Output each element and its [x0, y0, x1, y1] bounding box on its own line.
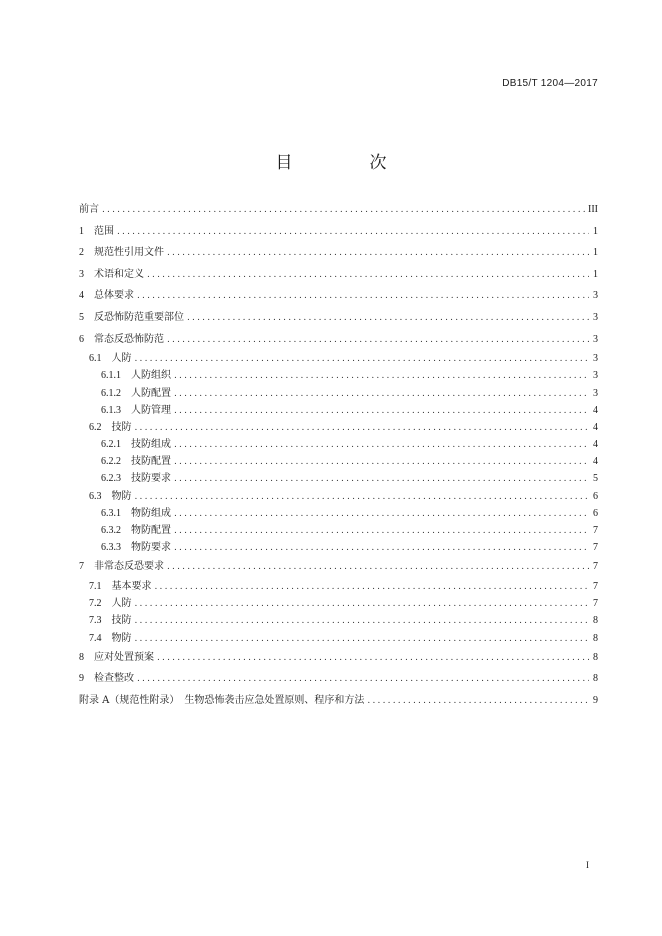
toc-leader-dots: [135, 613, 590, 630]
toc-entry-number: 6.1.2: [101, 387, 121, 399]
toc-entry[interactable]: [79, 350, 598, 367]
toc-entry[interactable]: [79, 242, 598, 264]
toc-entry-number: 6.2: [89, 421, 102, 433]
toc-entry-number: 1: [79, 225, 84, 237]
page-number: I: [586, 860, 589, 870]
toc-entry[interactable]: [79, 367, 598, 384]
toc-entry-label: 规范性引用文件: [94, 247, 164, 259]
toc-entry-label: 技防配置: [131, 456, 171, 468]
toc-entry-label: 常态反恐怖防范: [94, 333, 164, 345]
toc-entry-page: 8: [593, 651, 598, 663]
toc-leader-dots: [367, 691, 589, 713]
toc-entry-page: 7: [593, 581, 598, 592]
toc-entry-page: 1: [593, 268, 598, 280]
toc-entry-number: 6.3.3: [101, 542, 121, 554]
toc-leader-dots: [174, 540, 589, 557]
toc-entry-page: 7: [593, 561, 598, 573]
toc-leader-dots: [117, 222, 589, 244]
toc-entry-page: 3: [593, 370, 598, 382]
toc-entry-number: 7.4: [89, 632, 102, 644]
toc-entry-page: 4: [593, 439, 598, 451]
toc-entry[interactable]: [79, 668, 598, 690]
toc-leader-dots: [135, 489, 590, 506]
toc-entry[interactable]: [79, 647, 598, 669]
toc-entry-page: 9: [593, 694, 598, 706]
toc-leader-dots: [137, 669, 589, 691]
toc-entry-label: 术语和定义: [94, 268, 144, 280]
toc-entry-number: 7.2: [89, 598, 102, 610]
toc-entry-page: 4: [593, 404, 598, 416]
toc-entry[interactable]: [79, 539, 598, 556]
toc-entry[interactable]: [79, 612, 598, 629]
table-of-contents: [79, 199, 598, 712]
toc-entry[interactable]: [79, 402, 598, 419]
toc-entry-page: 5: [593, 473, 598, 485]
toc-entry-page: 1: [593, 225, 598, 237]
toc-entry[interactable]: [79, 630, 598, 647]
toc-entry-page: 8: [593, 615, 598, 627]
toc-entry-label: 人防配置: [131, 387, 171, 399]
toc-leader-dots: [174, 454, 589, 471]
toc-entry-page: 7: [593, 542, 598, 554]
toc-entry-page: 6: [593, 507, 598, 519]
toc-entry[interactable]: [79, 556, 598, 578]
toc-leader-dots: [167, 557, 589, 579]
toc-entry-label: 技防: [111, 615, 132, 627]
toc-entry-number: 6.2.2: [101, 456, 121, 468]
toc-entry-label: 人防管理: [131, 404, 171, 416]
toc-entry-label: 非常态反恐要求: [94, 561, 164, 573]
toc-entry-number: 3: [79, 268, 84, 280]
toc-entry-page: III: [588, 204, 598, 215]
toc-leader-dots: [174, 471, 589, 488]
toc-entry[interactable]: [79, 199, 598, 221]
toc-entry-number: 6: [79, 333, 84, 345]
toc-entry[interactable]: [79, 221, 598, 243]
toc-entry-page: 3: [593, 353, 598, 365]
toc-entry-label: 物防: [111, 490, 132, 502]
toc-leader-dots: [135, 420, 590, 437]
toc-entry-label: 物防配置: [131, 525, 171, 537]
toc-leader-dots: [157, 648, 589, 670]
toc-entry-number: 7.3: [89, 615, 102, 627]
toc-leader-dots: [147, 265, 589, 287]
toc-entry-page: 3: [593, 290, 598, 302]
toc-entry-number: 8: [79, 651, 84, 663]
toc-entry-number: 6.3.1: [101, 507, 121, 519]
toc-leader-dots: [174, 437, 589, 454]
toc-entry-label: 前言: [79, 204, 99, 215]
toc-entry[interactable]: [79, 470, 598, 487]
toc-entry[interactable]: [79, 505, 598, 522]
toc-entry-number: 2: [79, 247, 84, 259]
toc-entry-number: 5: [79, 311, 84, 323]
toc-entry[interactable]: [79, 488, 598, 505]
toc-entry-number: 6.2.3: [101, 473, 121, 485]
toc-entry-label: 人防: [111, 353, 132, 365]
toc-leader-dots: [137, 286, 589, 308]
toc-entry-label: 物防组成: [131, 507, 171, 519]
toc-leader-dots: [135, 596, 590, 613]
toc-entry[interactable]: [79, 690, 598, 712]
toc-entry-label: 技防要求: [131, 473, 171, 485]
toc-entry-page: 4: [593, 421, 598, 433]
toc-entry-label: 范围: [94, 225, 114, 237]
toc-leader-dots: [174, 368, 589, 385]
toc-leader-dots: [167, 330, 589, 352]
toc-entry-label: 技防: [111, 421, 132, 433]
toc-entry-number: 6.3: [89, 490, 102, 502]
toc-entry-number: 6.1.1: [101, 370, 121, 382]
toc-entry[interactable]: [79, 285, 598, 307]
page-title: 目 次: [275, 153, 417, 173]
toc-entry-label: 检查整改: [94, 673, 134, 685]
toc-entry[interactable]: [79, 419, 598, 436]
toc-entry-number: 7: [79, 561, 84, 573]
toc-leader-dots: [135, 351, 590, 368]
toc-leader-dots: [135, 631, 590, 648]
toc-entry[interactable]: [79, 436, 598, 453]
toc-entry-page: 7: [593, 525, 598, 537]
toc-entry-label: 技防组成: [131, 439, 171, 451]
toc-entry-number: 7.1: [89, 581, 102, 592]
toc-entry-label: 人防: [111, 598, 132, 610]
toc-entry-number: 6.1: [89, 353, 102, 365]
toc-entry-page: 6: [593, 490, 598, 502]
standard-code: DB15/T 1204—2017: [502, 78, 598, 89]
toc-entry[interactable]: [79, 578, 598, 595]
toc-entry[interactable]: [79, 522, 598, 539]
toc-entry-page: 1: [593, 247, 598, 259]
toc-entry-page: 3: [593, 311, 598, 323]
toc-leader-dots: [174, 523, 589, 540]
toc-entry-page: 3: [593, 333, 598, 345]
toc-entry-label: 应对处置预案: [94, 651, 154, 663]
toc-leader-dots: [174, 386, 589, 403]
toc-leader-dots: [174, 506, 589, 523]
toc-leader-dots: [155, 579, 590, 596]
toc-leader-dots: [174, 403, 589, 420]
toc-leader-dots: [102, 200, 585, 222]
toc-entry[interactable]: [79, 329, 598, 351]
toc-entry-label: 总体要求: [94, 290, 134, 302]
toc-entry-label: 附录 A（规范性附录） 生物恐怖袭击应急处置原则、程序和方法: [79, 694, 365, 706]
toc-leader-dots: [167, 243, 589, 265]
toc-entry-number: 6.2.1: [101, 439, 121, 451]
toc-entry-label: 物防: [111, 632, 132, 644]
toc-entry-number: 6.1.3: [101, 404, 121, 416]
toc-entry-page: 7: [593, 598, 598, 610]
toc-entry-page: 8: [593, 673, 598, 685]
toc-entry[interactable]: [79, 453, 598, 470]
toc-entry-label: 反恐怖防范重要部位: [94, 311, 184, 323]
toc-entry-page: 8: [593, 632, 598, 644]
toc-entry-number: 6.3.2: [101, 525, 121, 537]
toc-entry-number: 4: [79, 290, 84, 302]
toc-entry[interactable]: [79, 595, 598, 612]
toc-entry-page: 4: [593, 456, 598, 468]
toc-entry-label: 基本要求: [111, 581, 152, 592]
toc-entry-label: 人防组织: [131, 370, 171, 382]
toc-entry-page: 3: [593, 387, 598, 399]
toc-entry[interactable]: [79, 307, 598, 329]
toc-entry-label: 物防要求: [131, 542, 171, 554]
toc-entry-number: 9: [79, 673, 84, 685]
toc-entry[interactable]: [79, 264, 598, 286]
toc-leader-dots: [187, 308, 589, 330]
toc-entry[interactable]: [79, 385, 598, 402]
